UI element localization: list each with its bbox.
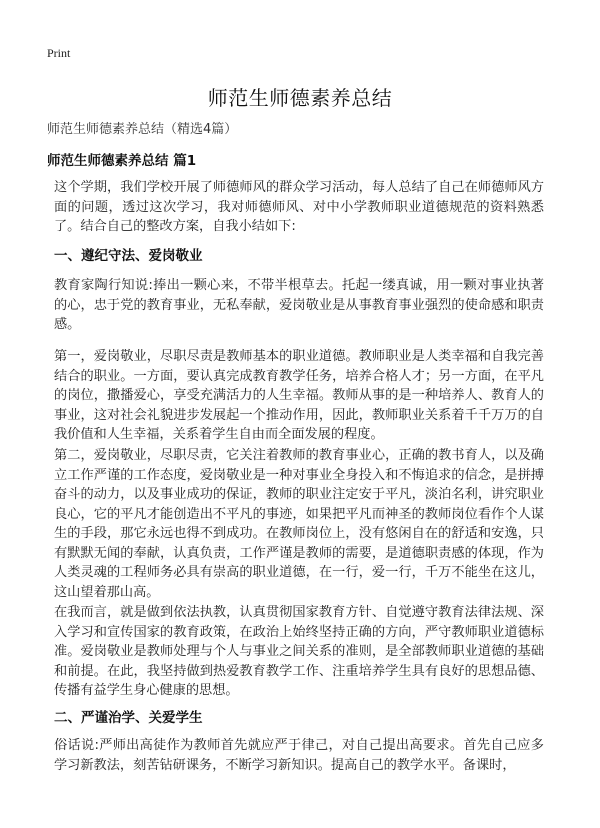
paragraph: 第二，爱岗敬业，尽职尽责，它关注着教师的教育事业心，正确的教书育人，以及确立工作严谨的工作态度，爱岗敬业是一种对事业全身投入和不悔追求的信念，是拼搏奋斗的动力，以及事业成功的保证，教师的职业注定安于平凡，淡泊名利，讲究职业良心，它的平凡才能创造出不平凡的事迹，如果把平凡而神圣的教师岗位看作个人谋生的手段，那它永远也得不到成功。在教师岗位上，没有悠闲自在的舒适和安逸，只有默默无闻的奉献，认真负责，工作严谨是教师的需要，是道德职责感的体现，作为人类灵魂的工程师务必具有崇高的职业道德，在一行，爱一行，千万不能坐在这儿，这山望着那山高。 [54, 448, 544, 600]
section-heading-2: 二、严谨治学、关爱学生 [54, 710, 203, 726]
document-subtitle: 师范生师德素养总结（精选4篇） [47, 122, 238, 137]
paragraph: 教育家陶行知说:捧出一颗心来，不带半根草去。托起一缕真诚，用一颗对事业执著的心，忠于党的教育事业，无私奉献，爱岗敬业是从事教育事业强烈的使命感和职责感。 [54, 278, 544, 332]
paragraph: 俗话说:严师出高徒作为教师首先就应严于律己，对自己提出高要求。首先自己应多学习新教法，刻苦钻研课务，不断学习新知识。提高自己的教学水平。备课时， [54, 738, 544, 773]
document-title: 师范生师德素养总结 [207, 86, 393, 110]
paragraph: 在我而言，就是做到依法执教，认真贯彻国家教育方针、自觉遵守教育法律法规、深入学习和宣传国家的教育政策，在政治上始终坚持正确的方向，严守教师职业道德标准。爱岗敬业是教师处理与个人与事业之间关系的准则，是全部教师职业道德的基础和前提。在此，我坚持做到热爱教育教学工作、注重培养学生具有良好的思想品德、传播有益学生身心健康的思想。 [54, 605, 544, 698]
section-heading-1: 一、遵纪守法、爱岗敬业 [54, 248, 203, 264]
part-heading: 师范生师德素养总结 篇1 [47, 153, 197, 169]
paragraph: 第一，爱岗敬业，尽职尽责是教师基本的职业道德。教师职业是人类幸福和自我完善结合的职业。一方面，要认真完成教育教学任务，培养合格人才；另一方面，在平凡的岗位，撒播爱心，享受充满活力的人生幸福。教师从事的是一种培养人、教育人的事业，这对社会礼貌进步发展起一个推动作用，因此，教师职业关系着千千万万的自我价值和人生幸福，关系着学生自由而全面发展的程度。 [54, 349, 544, 442]
print-link[interactable]: Print [47, 46, 71, 60]
paragraph-intro: 这个学期，我们学校开展了师德师风的群众学习活动，每人总结了自己在师德师风方面的问题，透过这次学习，我对师德师风、对中小学教师职业道德规范的资料熟悉了。结合自己的整改方案，自我小结如下: [54, 180, 544, 234]
